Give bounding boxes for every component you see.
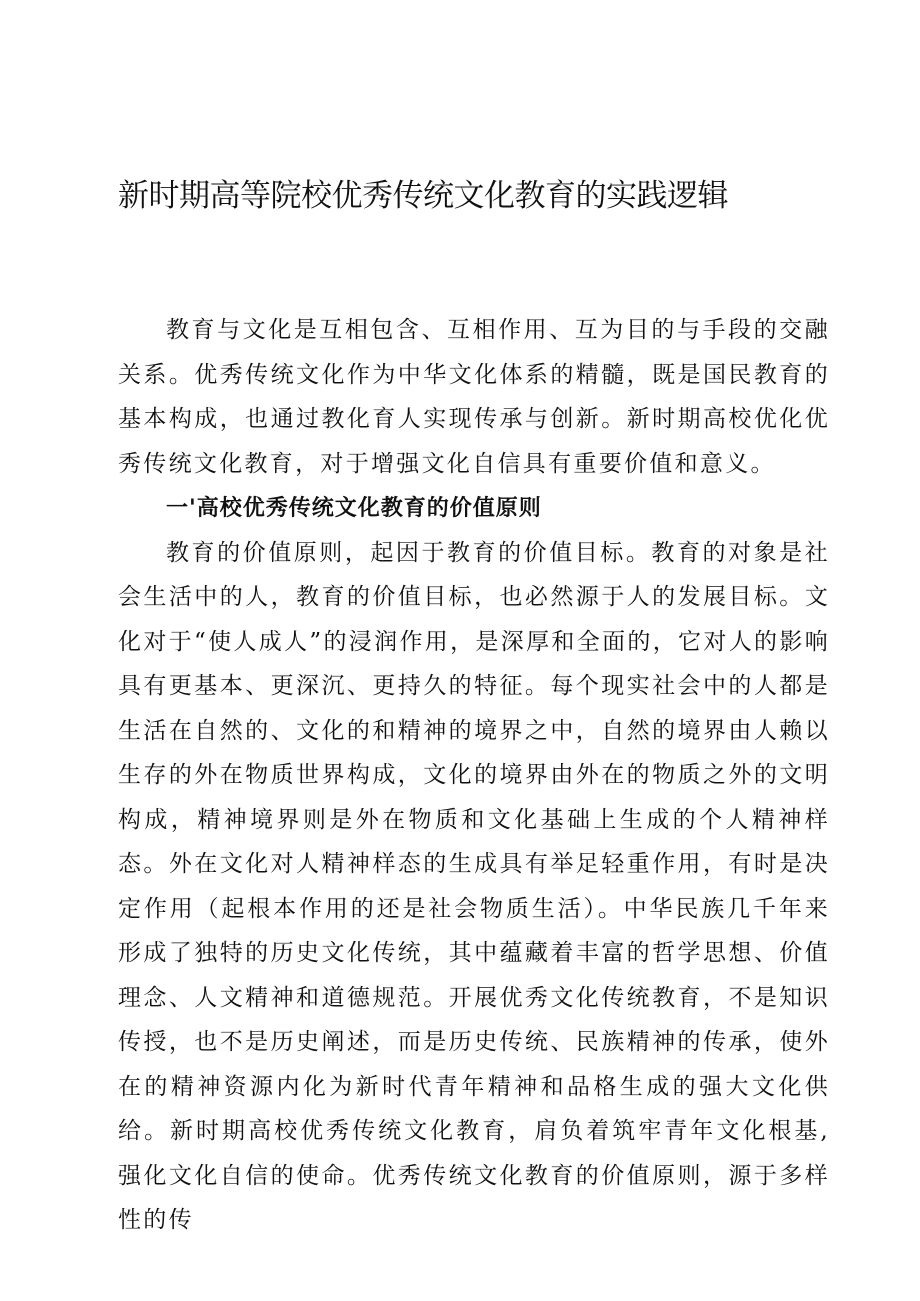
document-title: 新时期高等院校优秀传统文化教育的实践逻辑 xyxy=(118,178,728,214)
document-body xyxy=(118,308,830,1243)
section-heading: 一'高校优秀传统文化教育的价值原则 xyxy=(166,495,542,521)
intro-paragraph: 教育与文化是互相包含、互相作用、互为目的与手段的交融关系。优秀传统文化作为中华文化体系的精髓，既是国民教育的基本构成，也通过教化育人实现传承与创新。新时期高校优化优秀传统文化教育，对于增强文化自信具有重要价值和意义。 xyxy=(118,317,830,477)
section-paragraph: 教育的价值原则，起因于教育的价值目标。教育的对象是社会生活中的人，教育的价值目标，也必然源于人的发展目标。文化对于“使人成人”的浸润作用，是深厚和全面的，它对人的影响具有更基本、更深沉、更持久的特征。每个现实社会中的人都是生活在自然的、文化的和精神的境界之中，自然的境界由人赖以生存的外在物质世界构成，文化的境界由外在的物质之外的文明构成，精神境界则是外在物质和文化基础上生成的个人精神样态。外在文化对人精神样态的生成具有举足轻重作用，有时是决定作用（起根本作用的还是社会物质生活）。中华民族几千年来形成了独特的历史文化传统，其中蕴藏着丰富的哲学思想、价值理念、人文精神和道德规范。开展优秀文化传统教育，不是知识传授，也不是历史阐述，而是历史传统、民族精神的传承，使外在的精神资源内化为新时代青年精神和品格生成的强大文化供给。新时期高校优秀传统文化教育，肩负着筑牢青年文化根基,强化文化自信的使命。优秀传统文化教育的价值原则，源于多样性的传 xyxy=(118,539,830,1233)
